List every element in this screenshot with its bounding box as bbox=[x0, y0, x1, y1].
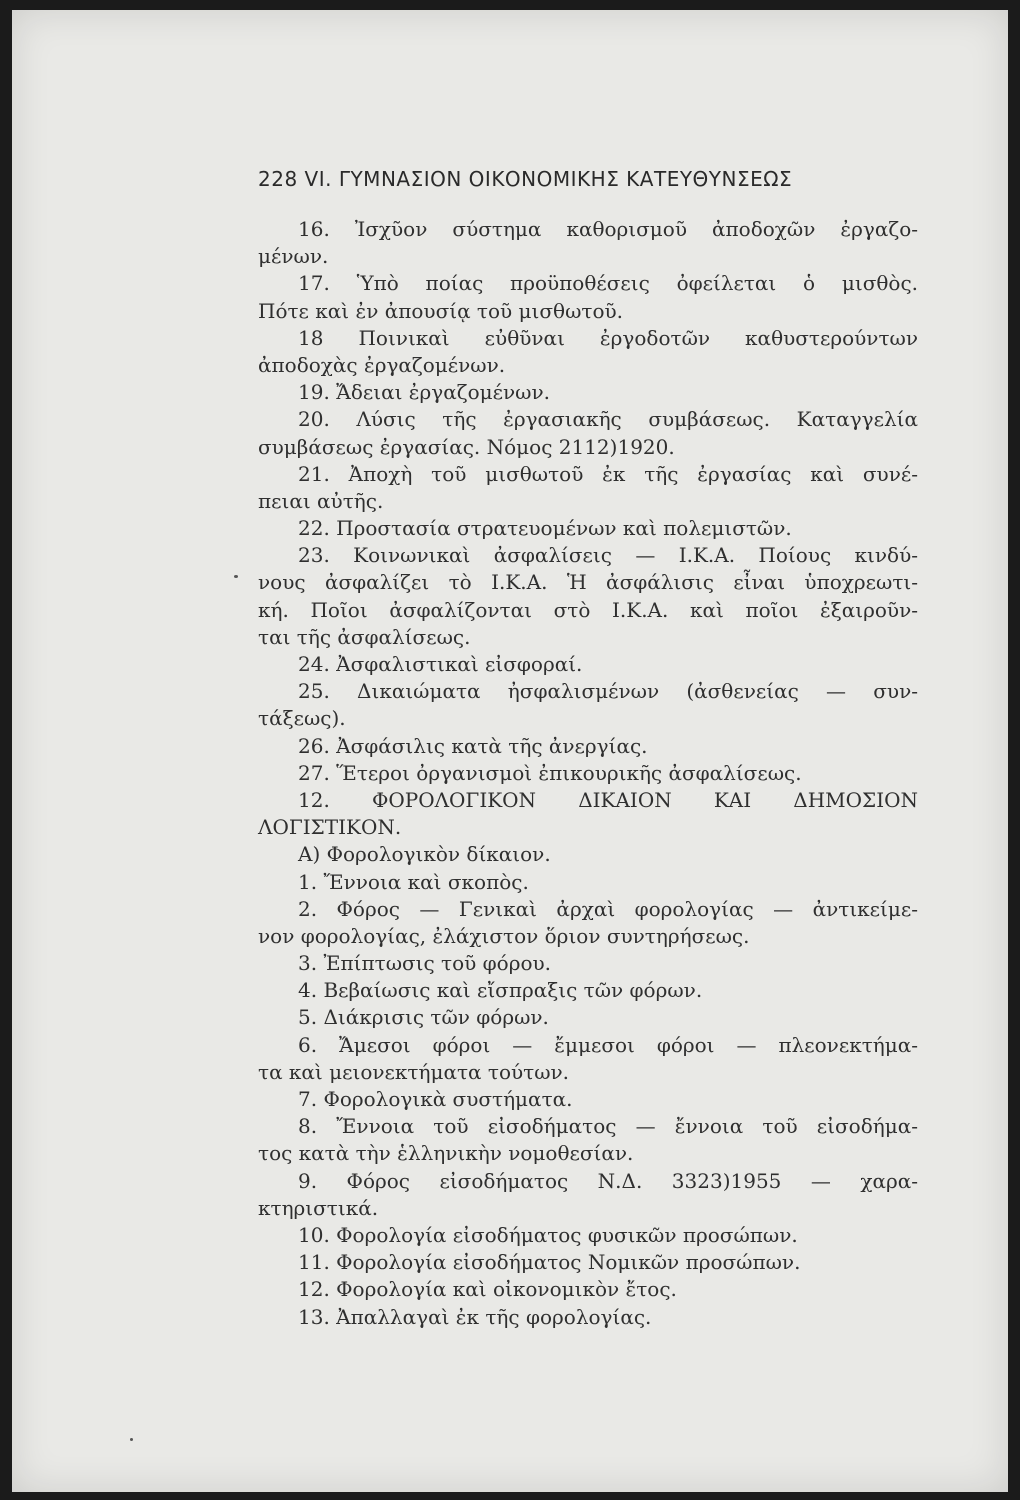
text-line: 22. Προστασία στρατευομένων καὶ πολεμιστῶν. bbox=[298, 516, 792, 541]
text-line: 12. ΦΟΡΟΛΟΓΙΚΟΝ ΔΙΚΑΙΟΝ ΚΑΙ ΔΗΜΟΣΙΟΝ bbox=[298, 787, 918, 812]
page-body-text bbox=[258, 216, 918, 1331]
text-line: κτηριστικά. bbox=[258, 1195, 379, 1220]
text-line: 23. Κοινωνικαὶ ἀσφαλίσεις — Ι.Κ.Α. Ποίους κινδύ- bbox=[298, 543, 918, 568]
text-line: 1. Ἔννοια καὶ σκοπὸς. bbox=[298, 869, 529, 894]
text-line: ται τῆς ἀσφαλίσεως. bbox=[258, 624, 471, 649]
text-line: 3. Ἐπίπτωσις τοῦ φόρου. bbox=[298, 951, 552, 976]
ink-speck bbox=[130, 1438, 133, 1441]
text-line: 8. Ἔννοια τοῦ εἰσοδήματος — ἔννοια τοῦ εἰσοδήμα- bbox=[298, 1114, 918, 1139]
text-line: 5. Διάκρισις τῶν φόρων. bbox=[298, 1005, 549, 1030]
text-line: 27. Ἕτεροι ὀργανισμοὶ ἐπικουρικῆς ἀσφαλίσεως. bbox=[298, 760, 802, 785]
text-line: 26. Ἀσφάσιλις κατὰ τῆς ἀνεργίας. bbox=[298, 733, 648, 758]
text-line: 12. Φορολογία καὶ οἰκονομικὸν ἔτος. bbox=[298, 1277, 677, 1302]
text-line: τος κατὰ τὴν ἑλληνικὴν νομοθεσίαν. bbox=[258, 1141, 634, 1166]
text-line: Α) Φορολογικὸν δίκαιον. bbox=[298, 842, 551, 867]
text-line: 7. Φορολογικὰ συστήματα. bbox=[298, 1087, 573, 1111]
text-line: 24. Ἀσφαλιστικαὶ εἰσφοραί. bbox=[298, 652, 583, 676]
text-line: ΛΟΓΙΣΤΙΚΟΝ. bbox=[258, 815, 402, 840]
text-line: 21. Ἀποχὴ τοῦ μισθωτοῦ ἐκ τῆς ἐργασίας καὶ συνέ- bbox=[298, 461, 918, 486]
text-line: τα καὶ μειονεκτήματα τούτων. bbox=[258, 1059, 570, 1084]
text-line: 17. Ὑπὸ ποίας προϋποθέσεις ὀφείλεται ὁ μισθὸς. bbox=[298, 271, 918, 296]
text-line: 13. Ἀπαλλαγαὶ ἐκ τῆς φορολογίας. bbox=[298, 1304, 652, 1329]
text-line: 18 Ποινικαὶ εὐθῦναι ἐργοδοτῶν καθυστερούντων bbox=[298, 325, 918, 350]
text-line: Πότε καὶ ἐν ἀπουσίᾳ τοῦ μισθωτοῦ. bbox=[258, 298, 624, 323]
ink-speck bbox=[234, 575, 238, 578]
running-header: 228 VI. ΓΥΜΝΑΣΙΟΝ ΟΙΚΟΝΟΜΙΚΗΣ ΚΑΤΕΥΘΥΝΣΕΩΣ bbox=[258, 167, 793, 191]
text-line: 20. Λύσις τῆς ἐργασιακῆς συμβάσεως. Καταγγελία bbox=[298, 407, 918, 432]
text-line: 4. Βεβαίωσις καὶ εἴσπραξις τῶν φόρων. bbox=[298, 978, 703, 1003]
text-line: 19. Ἄδειαι ἐργαζομένων. bbox=[298, 380, 550, 405]
text-line: 25. Δικαιώματα ἠσφαλισμένων (ἀσθενείας — συν- bbox=[298, 679, 918, 704]
text-line: νους ἀσφαλίζει τὸ Ι.Κ.Α. Ἡ ἀσφάλισις εἶναι ὑποχρεωτι- bbox=[258, 570, 918, 595]
text-line: συμβάσεως ἐργασίας. Νόμος 2112)1920. bbox=[258, 434, 675, 459]
text-line: 9. Φόρος εἰσοδήματος Ν.Δ. 3323)1955 — χαρα- bbox=[298, 1168, 918, 1193]
text-line: πειαι αὐτῆς. bbox=[258, 488, 384, 513]
text-line: 2. Φόρος — Γενικαὶ ἀρχαὶ φορολογίας — ἀντικείμε- bbox=[298, 896, 918, 921]
text-line: τάξεως). bbox=[258, 706, 346, 731]
text-line: ἀποδοχὰς ἐργαζομένων. bbox=[258, 352, 506, 377]
text-line: μένων. bbox=[258, 244, 329, 269]
text-line: 16. Ἰσχῦον σύστημα καθορισμοῦ ἀποδοχῶν ἐργαζο- bbox=[298, 217, 918, 241]
text-line: νον φορολογίας, ἐλάχιστον ὅριον συντηρήσεως. bbox=[258, 923, 750, 948]
text-line: κή. Ποῖοι ἀσφαλίζονται στὸ Ι.Κ.Α. καὶ ποῖοι ἐξαιροῦν- bbox=[258, 597, 918, 622]
text-line: 11. Φορολογία εἰσοδήματος Νομικῶν προσώπων. bbox=[298, 1250, 801, 1275]
text-line: 6. Ἄμεσοι φόροι — ἔμμεσοι φόροι — πλεονεκτήμα- bbox=[298, 1032, 918, 1057]
book-page bbox=[12, 10, 1008, 1492]
text-line: 10. Φορολογία εἰσοδήματος φυσικῶν προσώπων. bbox=[298, 1222, 798, 1247]
